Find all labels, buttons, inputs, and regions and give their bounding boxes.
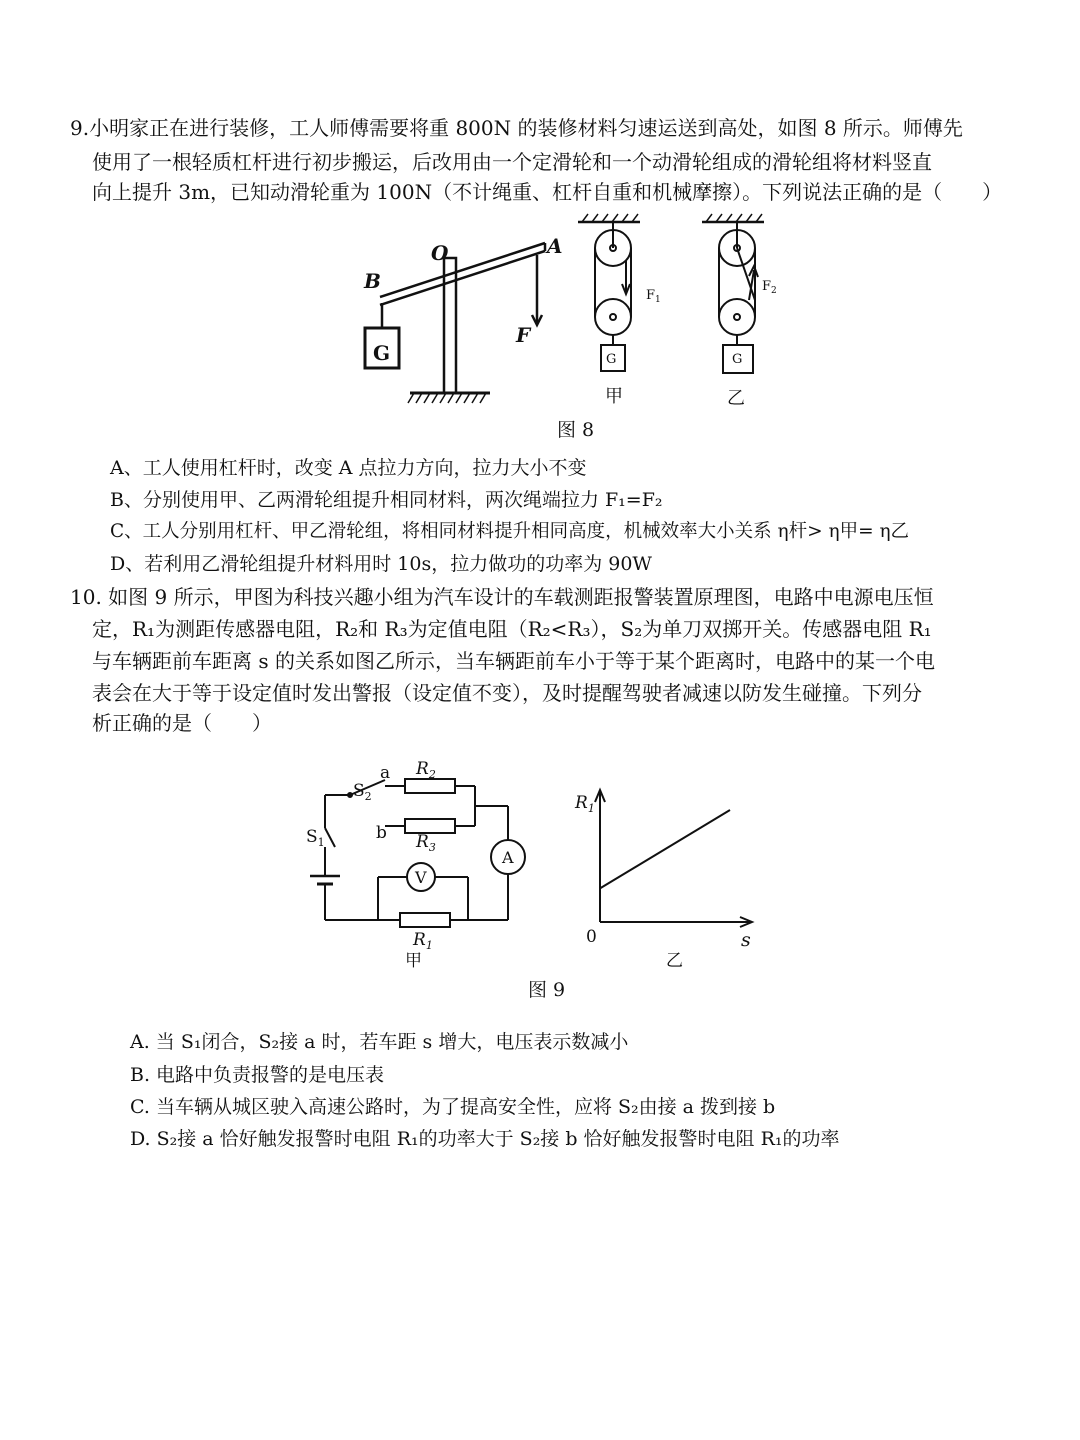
graph-r1-s (595, 790, 752, 927)
lever-bar-top (380, 243, 545, 297)
q10-line-2: 定，R₁为测距传感器电阻，R₂和 R₃为定值电阻（R₂<R₃），S₂为单刀双掷开关。传感器电阻 R₁ (92, 617, 932, 641)
voltmeter-label: V (415, 868, 427, 887)
label-r3: $R_3$ (416, 832, 436, 854)
q9-option-d: D、若利用乙滑轮组提升材料用时 10s，拉力做功的功率为 90W (110, 553, 652, 575)
q9-option-a: A、工人使用杠杆时，改变 A 点拉力方向，拉力大小不变 (110, 457, 587, 479)
q10-line-3: 与车辆距前车距离 s 的关系如图乙所示，当车辆距前车小于等于某个距离时，电路中的某一个电 (92, 649, 935, 673)
caption-jia: 甲 (605, 386, 623, 407)
label-a-terminal: a (380, 763, 391, 783)
q9-option-c: C、工人分别用杠杆、甲乙滑轮组，将相同材料提升相同高度，机械效率大小关系 η杆> η甲= η乙 (110, 521, 910, 542)
switch-s1-blade (325, 828, 335, 847)
caption-graph-yi: 乙 (666, 951, 683, 971)
q10-line-1: 10. 如图 9 所示，甲图为科技兴趣小组为汽车设计的车载测距报警装置原理图，电路中电源电压恒 (70, 585, 934, 609)
ammeter-label: A (502, 848, 514, 867)
pulley-yi-diagram (702, 214, 764, 373)
movable-pulley-yi (719, 299, 755, 335)
figure-8-caption: 图 8 (557, 419, 595, 441)
label-b: B (364, 269, 381, 293)
figure-9-caption: 图 9 (528, 979, 566, 1001)
label-g-yi: G (732, 352, 743, 367)
caption-circuit-jia: 甲 (405, 951, 422, 971)
label-s1: $S_1$ (306, 827, 325, 849)
label-g: G (373, 341, 391, 365)
figure-8 (340, 200, 800, 450)
graph-ylabel: $R_1$ (575, 793, 595, 815)
q9-line-3: 向上提升 3m，已知动滑轮重为 100N（不计绳重、杠杆自重和机械摩擦）。下列说法正确的是（ ） (92, 180, 1003, 204)
graph-xlabel: s (741, 929, 751, 951)
label-f1: $F_1$ (646, 288, 661, 305)
caption-yi: 乙 (727, 388, 745, 409)
q10-option-a: A. 当 S₁闭合，S₂接 a 时，若车距 s 增大，电压表示数减小 (130, 1031, 629, 1053)
lever-post (444, 258, 456, 393)
resistor-r1 (400, 913, 450, 927)
label-f: F (516, 323, 531, 347)
label-a: A (547, 234, 563, 258)
resistor-r3 (405, 819, 455, 833)
label-r2: $R_2$ (416, 759, 436, 781)
label-r1: $R_1$ (413, 930, 433, 952)
q10-option-d: D. S₂接 a 恰好触发报警时电阻 R₁的功率大于 S₂接 b 恰好触发报警时电阻 R₁的功率 (130, 1128, 840, 1150)
q10-option-b: B. 电路中负责报警的是电压表 (130, 1064, 385, 1086)
q9-line-1: 9.小明家正在进行装修，工人师傅需要将重 800N 的装修材料匀速运送到高处，如图 8 所示。师傅先 (70, 116, 963, 140)
r1-vs-s-line (600, 810, 730, 888)
q10-line-5: 析正确的是（ ） (92, 711, 272, 735)
movable-pulley-jia (595, 299, 631, 335)
pulley-jia-diagram (578, 214, 640, 371)
circuit-diagram (310, 779, 525, 927)
label-f2: $F_2$ (762, 279, 777, 296)
q10-line-4: 表会在大于等于设定值时发出警报（设定值不变），及时提醒驾驶者减速以防发生碰撞。下列分 (92, 681, 922, 705)
label-b-terminal: b (376, 823, 387, 843)
label-g-jia: G (606, 352, 617, 367)
q9-line-2: 使用了一根轻质杠杆进行初步搬运，后改用由一个定滑轮和一个动滑轮组成的滑轮组将材料竖直 (92, 150, 932, 174)
q9-option-b: B、分别使用甲、乙两滑轮组提升相同材料，两次绳端拉力 F₁=F₂ (110, 489, 663, 511)
q10-option-c: C. 当车辆从城区驶入高速公路时，为了提高安全性，应将 S₂由接 a 拨到接 b (130, 1096, 776, 1118)
graph-origin: 0 (586, 927, 597, 947)
resistor-r2 (405, 779, 455, 793)
label-s2: $S_2$ (353, 781, 372, 803)
figure-9 (290, 750, 770, 1010)
lever-bar-bottom (380, 251, 545, 305)
label-o: O (431, 241, 449, 265)
